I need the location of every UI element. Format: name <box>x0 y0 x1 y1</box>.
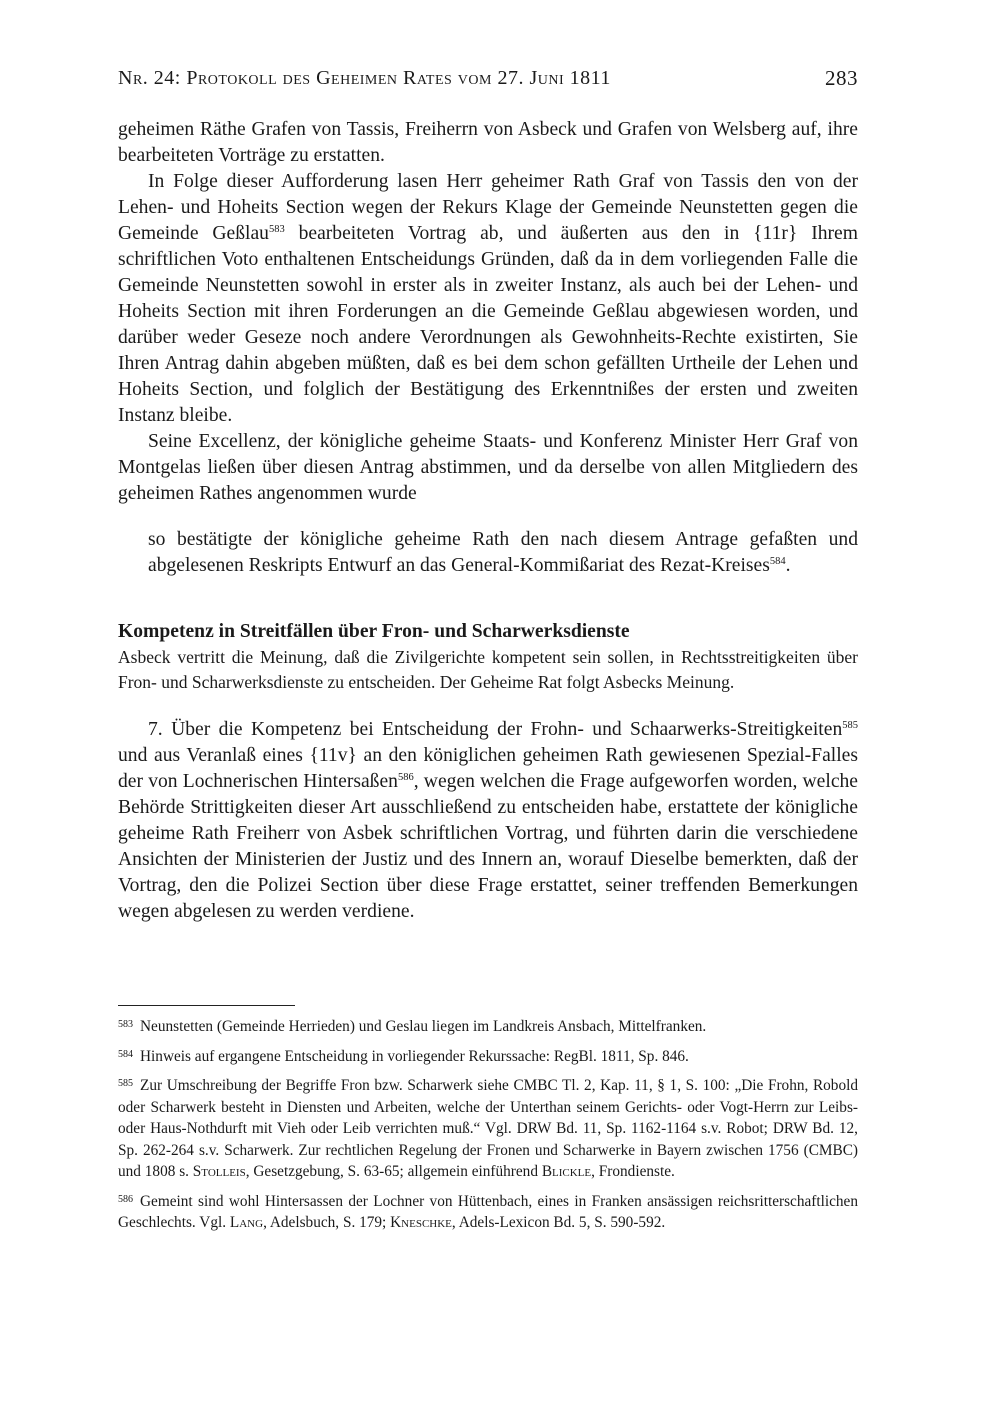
footnote-text-a: Gemeint sind wohl Hintersassen der Lochner von Hüttenbach, eines in Franken ansässigen reichsritterschaftlichen Geschlechts. Vgl. <box>118 1192 858 1231</box>
page-number: 283 <box>825 66 858 90</box>
paragraph-4-text-a: 7. Über die Kompetenz bei Entscheidung der Frohn- und Schaarwerks-Streitigkeiten <box>148 719 843 740</box>
running-header-title: Nr. 24: Protokoll des Geheimen Rates vom 27. Juni 1811 <box>118 67 611 89</box>
footnote-text: Hinweis auf ergangene Entscheidung in vorliegender Rekurssache: RegBl. 1811, Sp. 846. <box>140 1047 689 1065</box>
footnote-ref-586[interactable]: 586 <box>397 772 414 783</box>
paragraph-2-text-b: bearbeiteten Vortrag ab, und äußerten aus den in {11r} Ihrem schriftlichen Voto enthaltenen Entscheidungs Gründen, daß da in dem vorliegenden Falle die Gemeinde Neunstetten sowohl in erster als in zweiter Instanz, als auch bei der Lehen- und Hoheits Section mit ihren Forderungen an die Gemeinde Geßlau abgewiesen worden, und darüber weder Geseze noch andere Verordnungen als Gewohnheits-Rechte existirten, Sie Ihren Antrag dahin abgeben müßten, daß es bei dem schon gefällten Urtheile der Lehen und Hoheits Section, und folglich der Bestätigung des Erkenntnißes der ersten und zweiten Instanz bleibe. <box>118 223 858 426</box>
footnote-text-a: Zur Umschreibung der Begriffe Fron bzw. Scharwerk siehe CMBC Tl. 2, Kap. 11, § 1, S. 100: „Die Frohn, Robold oder Scharwerk besteht in Diensten und Arbeiten, welche der Unterthan seinem Gerichts- oder Vogt-Herrn zur Leibs- oder Haus-Nothdurft mit Vieh oder Leib verrichten muß.“ Vgl. DRW Bd. 11, Sp. 1162-1164 s.v. Robot; DRW Bd. 12, Sp. 262-264 s.v. Scharwerk. Zur rechtlichen Regelung der Fronen und Scharwerke in Bayern zwischen 1756 (CMBC) und 1808 s. <box>118 1077 858 1180</box>
paragraph-1 <box>118 117 858 169</box>
footnote-ref-585[interactable]: 585 <box>842 720 858 731</box>
footnotes <box>118 1016 858 1242</box>
paragraph-3 <box>118 429 858 507</box>
footnote-text-c: , Frondienste. <box>591 1163 675 1180</box>
running-header <box>118 64 858 92</box>
paragraph-1-text: geheimen Räthe Grafen von Tassis, Freiherrn von Asbeck und Grafen von Welsberg auf, ihre bearbeiteten Vorträge zu erstatten. <box>118 119 858 166</box>
paragraph-2 <box>118 169 858 429</box>
footnote-ref-583[interactable]: 583 <box>268 224 285 235</box>
section-heading: Kompetenz in Streitfällen über Fron- und Scharwerksdienste <box>118 621 630 642</box>
paragraph-4-text-c: , wegen welchen die Frage aufgeworfen worden, welche Behörde Strittigkeiten dieser Art ausschließend zu entscheiden habe, erstattete der königliche geheime Rath Freiherr von Asbek schriftlichen Vortrag, und führten darin die verschiedene Ansichten der Ministerien der Justiz und des Innern an, worauf Dieselbe bemerkten, daß der Vortrag, den die Polizei Section über diese Frage erstattet, seiner treffenden Bemerkungen wegen abgelesen zu werden verdiene. <box>118 771 859 922</box>
paragraph-2-text-a: In Folge dieser Aufforderung lasen Herr geheimer Rath Graf von Tassis den von der Lehen- und Hoheits Section wegen der Rekurs Klage der Gemeinde Neunstetten gegen die Gemeinde Geßlau <box>118 171 858 244</box>
paragraph-4 <box>118 717 858 925</box>
author-name: Lang <box>229 1214 264 1231</box>
section-summary: Asbeck vertritt die Meinung, daß die Zivilgerichte kompetent sein sollen, in Rechtsstreitigkeiten über Fron- und Scharwerksdienste zu entscheiden. Der Geheime Rat folgt Asbecks Meinung. <box>118 647 858 692</box>
footnote-586: 586 Gemeint sind wohl Hintersassen der Lochner von Hüttenbach, eines in Franken ansässigen reichsritterschaftlichen Geschlechts. Vgl. Lang, Adelsbuch, S. 179; Kneschke, Adels-Lexicon Bd. 5, S. 590-592. <box>118 1192 858 1231</box>
resolution-paragraph <box>148 527 858 579</box>
footnote-separator <box>118 1005 295 1006</box>
paragraph-4-text-b: und aus Veranlaß eines {11v} an den königlichen geheimen Rath gewiesenen Spezial-Falles der von Lochnerischen Hintersaßen <box>118 745 858 792</box>
footnote-text-b: , Adelsbuch, S. 179; <box>263 1214 391 1231</box>
footnote-584: 584 Hinweis auf ergangene Entscheidung in vorliegender Rekurssache: RegBl. 1811, Sp. 846. <box>118 1047 689 1065</box>
footnote-585: 585 Zur Umschreibung der Begriffe Fron bzw. Scharwerk siehe CMBC Tl. 2, Kap. 11, § 1, S. 100: „Die Frohn, Robold oder Scharwerk besteht in Diensten und Arbeiten, welche der Unterthan seinem Gerichts- oder Vogt-Herrn zur Leibs- oder Haus-Nothdurft mit Vieh oder Leib verrichten muß.“ Vgl. DRW Bd. 11, Sp. 1162-1164 s.v. Robot; DRW Bd. 12, Sp. 262-264 s.v. Scharwerk. Zur rechtlichen Regelung der Fronen und Scharwerke in Bayern zwischen 1756 (CMBC) und 1808 s. Stolleis, Gesetzgebung, S. 63-65; allgemein einführend Blickle, Frondienste. <box>118 1077 858 1180</box>
paragraph-3-text: Seine Excellenz, der königliche geheime Staats- und Konferenz Minister Herr Graf von Montgelas ließen über diesen Antrag abstimmen, und da derselbe von allen Mitgliedern des geheimen Rathes angenommen wurde <box>118 431 858 504</box>
footnote-text-b: , Gesetzgebung, S. 63-65; allgemein einführend <box>245 1163 542 1180</box>
footnote-text-c: , Adels-Lexicon Bd. 5, S. 590-592. <box>451 1214 666 1231</box>
footnote-text: Neunstetten (Gemeinde Herrieden) und Geslau liegen im Landkreis Ansbach, Mittelfranken. <box>140 1018 707 1035</box>
author-name: Blickle <box>541 1163 592 1180</box>
main-text <box>118 117 858 925</box>
footnote-ref-584[interactable]: 584 <box>769 556 786 567</box>
resolution-end: . <box>785 555 791 576</box>
footnote-583: 583 Neunstetten (Gemeinde Herrieden) und Geslau liegen im Landkreis Ansbach, Mittelfranken. <box>118 1018 707 1035</box>
author-name: Stolleis <box>192 1163 246 1180</box>
author-name: Kneschke <box>390 1214 452 1231</box>
resolution-text: so bestätigte der königliche geheime Rath den nach diesem Antrage gefaßten und abgelesenen Reskripts Entwurf an das General-Kommißariat des Rezat-Kreises <box>148 529 858 576</box>
